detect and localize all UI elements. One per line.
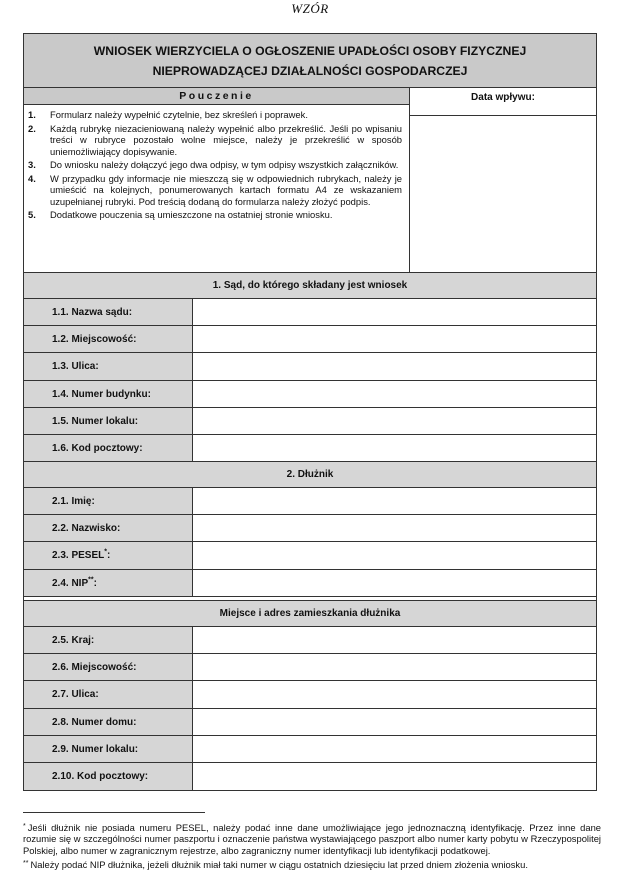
field-input[interactable] [193,435,596,461]
form-row [24,488,596,515]
field-label [24,326,193,352]
field-label-text: 1.1. Nazwa sądu: [52,307,133,318]
form-title-line-2: NIEPROWADZĄCEJ DZIAŁALNOŚCI GOSPODARCZEJ [152,63,468,78]
field-input[interactable] [193,681,596,707]
footnote-marker: ** [88,576,94,584]
form-template-label: WZÓR [291,1,329,16]
field-input[interactable] [193,709,596,735]
form-row [24,435,596,462]
form-row [24,736,596,763]
form-title-line-1: WNIOSEK WIERZYCIELA O OGŁOSZENIE UPADŁOŚCI OSOBY FIZYCZNEJ [93,43,527,58]
footnote-mark: ** [23,860,29,868]
field-label-text: 2.5. Kraj: [52,635,95,646]
field-input[interactable] [193,381,596,407]
footnote-text: Jeśli dłużnik nie posiada numeru PESEL, należy podać inne dane umożliwiające jego jednoznaczną identyfikację. Przez inne dane rozumie się w szczególności numer paszportu i oznaczenie państwa wystawiającego paszport albo numer karty pobytu w Rzeczypospolitej Polskiej, albo numer w zagranicznym rejestrze, albo zagraniczny numer identyfikacji lub identyfikacji podatkowej. [23,822,601,856]
field-label-text: 2.8. Numer domu: [52,716,137,728]
instruction-number: 3. [28,159,36,171]
form-row [24,408,596,435]
field-input[interactable] [193,763,596,790]
footnote [23,821,601,856]
application-form [23,33,597,791]
instruction-item [28,159,402,171]
field-label-text: 2.3. PESEL [52,550,105,562]
instruction-number: 2. [28,122,36,134]
field-label-text: 1.2. Miejscowość: [52,334,137,346]
field-input[interactable] [193,654,596,680]
field-label-text: 2.6. Miejscowość: [52,662,137,674]
instruction-number: 5. [28,209,36,221]
instructions-list [24,105,409,221]
field-input[interactable] [193,408,596,434]
field-label [24,353,193,379]
field-label [24,681,193,707]
field-label-colon: : [106,550,111,562]
footnote-mark: * [23,823,26,830]
field-label [24,515,193,541]
field-label [24,570,193,596]
field-label [24,763,193,790]
footnote-marker: * [104,549,107,557]
field-label [24,627,193,653]
form-row [24,627,596,654]
field-label-text: 2.2. Nazwisko: [52,523,121,535]
form-row [24,570,596,597]
field-input[interactable] [193,515,596,541]
section-debtor-address-heading: Miejsce i adres zamieszkania dłużnika [24,600,596,627]
date-received-box [410,88,596,272]
form-row [24,542,596,569]
instruction-item [28,123,402,158]
footnote [23,858,601,870]
field-label [24,736,193,762]
form-row [24,681,596,708]
instruction-text: Dodatkowe pouczenia są umieszczone na ostatniej stronie wniosku. [50,209,333,221]
field-label [24,381,193,407]
form-row [24,326,596,353]
instruction-text: Formularz należy wypełnić czytelnie, bez skreśleń i poprawek. [50,109,308,120]
section-debtor-heading: 2. Dłużnik [24,461,596,488]
form-row [24,654,596,681]
form-row [24,709,596,736]
field-label [24,488,193,514]
instruction-item [28,209,402,221]
form-title [24,34,596,88]
field-label-text: 1.3. Ulica: [52,361,99,373]
field-label-text: 1.6. Kod pocztowy: [52,443,143,454]
instructions-heading: Pouczenie [24,88,409,105]
instruction-item [28,109,402,121]
field-input[interactable] [193,627,596,653]
field-input[interactable] [193,488,596,514]
field-label-text: 2.7. Ulica: [52,689,99,701]
instruction-item [28,173,402,208]
date-received-field[interactable] [410,116,596,271]
field-input[interactable] [193,542,596,568]
footnote-text: Należy podać NIP dłużnika, jeżeli dłużnik miał taki numer w ciągu ostatnich dziesięciu lat przed dniem złożenia wniosku. [30,859,528,871]
field-label-colon: : [93,577,97,589]
field-input[interactable] [193,736,596,762]
form-row [24,353,596,380]
field-label [24,408,193,434]
field-label-text: 2.9. Numer lokalu: [52,743,139,755]
field-input[interactable] [193,326,596,352]
section-court-heading: 1. Sąd, do którego składany jest wniosek [24,272,596,299]
instruction-text: Każdą rubrykę niezacieniowaną należy wypełnić albo przekreślić. Jeśli po wpisaniu treści w rubryce pozostało wolne miejsce, należy je przekreślić w sposób uniemożliwiający dopisywanie. [50,122,402,157]
instruction-number: 4. [28,172,36,184]
instruction-number: 1. [28,109,36,120]
field-label [24,709,193,735]
form-row [24,381,596,408]
form-row [24,763,596,790]
field-label [24,654,193,680]
field-label-text: 1.5. Numer lokalu: [52,415,139,427]
field-label-text: 2.4. NIP [52,577,89,589]
field-input[interactable] [193,299,596,325]
footnotes [23,821,601,873]
field-input[interactable] [193,570,596,596]
field-label [24,299,193,325]
field-label [24,542,193,568]
footnote-separator [23,812,205,813]
date-received-label: Data wpływu: [410,88,596,116]
field-input[interactable] [193,353,596,379]
instruction-text: W przypadku gdy informacje nie mieszczą się w odpowiednich rubrykach, należy je umieścić na kolejnych, ponumerowanych kartach formatu A4 ze wskazaniem uzupełnianej rubryki. Pod treścią dodaną do formularza należy złożyć podpis. [50,172,402,207]
field-label-text: 2.10. Kod pocztowy: [52,771,149,782]
field-label-text: 2.1. Imię: [52,496,95,507]
field-label-text: 1.4. Numer budynku: [52,388,151,400]
instructions-box [24,88,410,272]
field-label [24,435,193,461]
instruction-text: Do wniosku należy dołączyć jego dwa odpisy, w tym odpisy wszystkich załączników. [50,159,399,171]
form-row [24,515,596,542]
form-row [24,299,596,326]
